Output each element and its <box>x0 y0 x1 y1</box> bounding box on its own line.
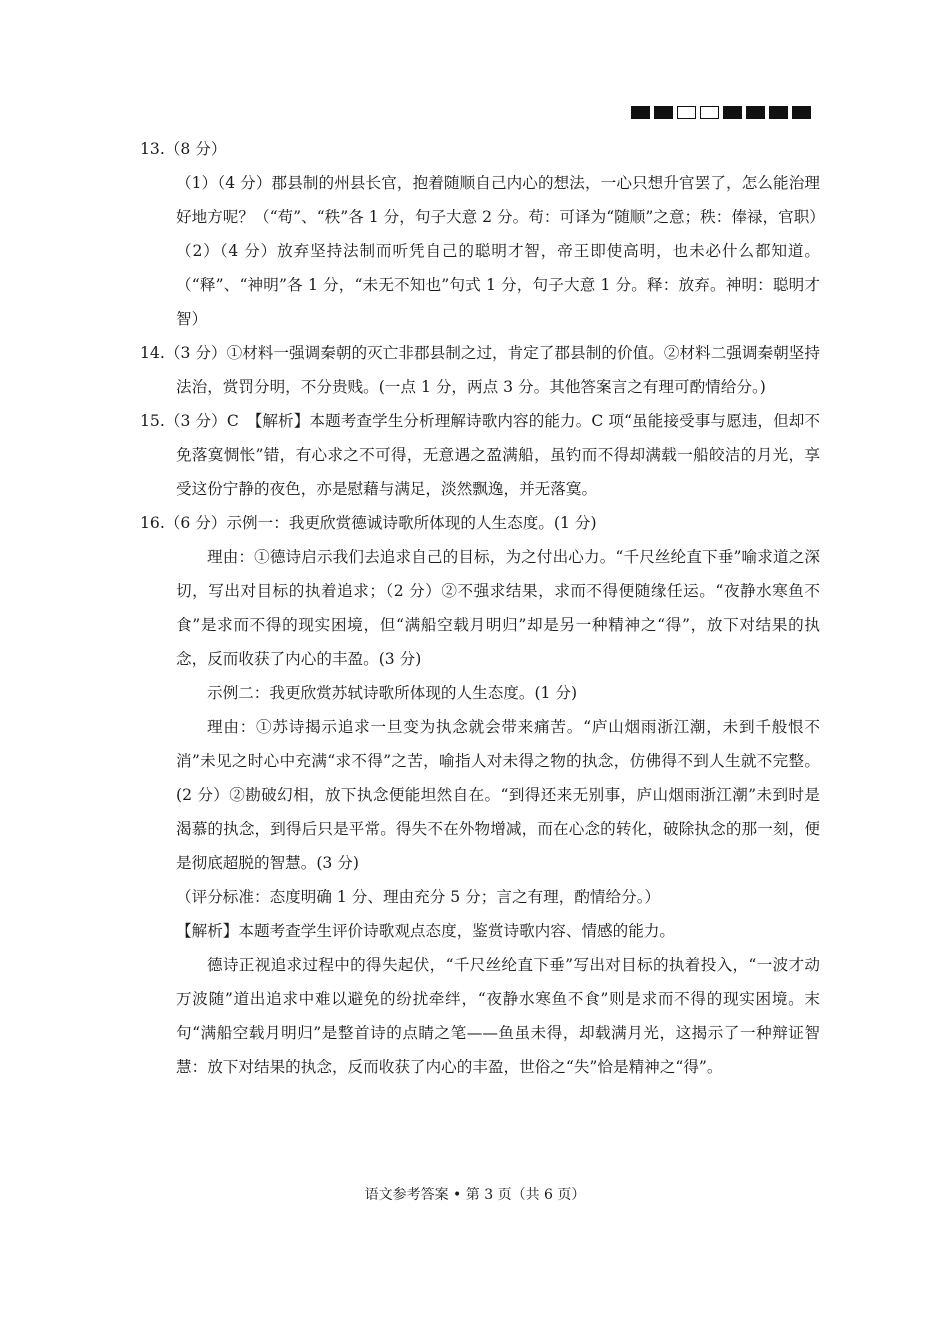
answer-paragraph: 13.（8 分） <box>140 140 227 158</box>
answer-paragraph: 理由：①苏诗揭示追求一旦变为执念就会带来痛苦。“庐山烟雨浙江潮，未到千般恨不消”未见之时心中充满“求不得”之苦，喻指人对未得之物的执念，仿佛得不到人生就不完整。(2 分）②勘破幻相，放下执念便能坦然自在。“到得还来无别事，庐山烟雨浙江潮”未到时是渴慕的执念，到得后只是平常。得失不在外物增减，而在心念的转化，破除执念的那一刻，便是彻底超脱的智慧。(3 分) <box>176 718 820 872</box>
answer-paragraph: 16.（6 分）示例一：我更欣赏德诚诗歌所体现的人生态度。(1 分) <box>140 514 597 532</box>
header-mark-square <box>769 106 788 119</box>
header-mark-square <box>631 106 650 119</box>
header-mark-square <box>723 106 742 119</box>
answer-paragraph: （1）（4 分）郡县制的州县长官，抱着随顺自己内心的想法，一心只想升官罢了，怎么能治理好地方呢？（“苟”、“秩”各 1 分，句子大意 2 分。苟：可译为“随顺”之意；秩：俸禄，官职） <box>176 174 825 226</box>
header-mark-square <box>746 106 765 119</box>
answer-paragraph: （评分标准：态度明确 1 分、理由充分 5 分；言之有理，酌情给分。） <box>176 888 661 906</box>
page-footer: 语文参考答案 • 第 3 页（共 6 页） <box>364 1187 586 1203</box>
answer-paragraph: 德诗正视追求过程中的得失起伏，“千尺丝纶直下垂”写出对目标的执着投入，“一波才动万波随”道出追求中难以避免的纷扰牵绊，“夜静水寒鱼不食”则是求而不得的现实困境。末句“满船空载月明归”是整首诗的点睛之笔——鱼虽未得，却载满月光，这揭示了一种辩证智慧：放下对结果的执念，反而收获了内心的丰盈，世俗之“失”恰是精神之“得”。 <box>176 956 820 1076</box>
header-mark-square <box>792 106 811 119</box>
answer-paragraph: 示例二：我更欣赏苏轼诗歌所体现的人生态度。(1 分) <box>207 684 578 702</box>
answer-paragraph: 【解析】本题考查学生评价诗歌观点态度，鉴赏诗歌内容、情感的能力。 <box>176 922 676 940</box>
header-mark-square <box>654 106 673 119</box>
header-mark-square <box>700 106 719 119</box>
answer-paragraph: 理由：①德诗启示我们去追求自己的目标，为之付出心力。“千尺丝纶直下垂”喻求道之深切，写出对目标的执着追求；（2 分）②不强求结果，求而不得便随缘任运。“夜静水寒鱼不食”是求而不得的现实困境，但“满船空载月明归”却是另一种精神之“得”，放下对结果的执念，反而收获了内心的丰盈。(3 分) <box>176 548 820 668</box>
answer-paragraph: 15.（3 分）C 【解析】本题考查学生分析理解诗歌内容的能力。C 项“虽能接受事与愿违，但却不免落寞惆怅”错，有心求之不可得，无意遇之盈满船，虽钓而不得却满载一船皎洁的月光，享受这份宁静的夜色，亦是慰藉与满足，淡然飘逸，并无落寞。 <box>140 412 820 498</box>
answer-paragraph: （2）（4 分）放弃坚持法制而听凭自己的聪明才智，帝王即使高明，也未必什么都知道。（“释”、“神明”各 1 分，“未无不知也”句式 1 分，句子大意 1 分。释：放弃。神明：聪明才智） <box>176 242 820 328</box>
header-marks <box>631 106 811 119</box>
answer-content <box>140 132 825 1084</box>
answer-paragraph: 14.（3 分）①材料一强调秦朝的灭亡非郡县制之过，肯定了郡县制的价值。②材料二强调秦朝坚持法治，赏罚分明，不分贵贱。(一点 1 分，两点 3 分。其他答案言之有理可酌情给分。) <box>140 344 820 396</box>
header-mark-square <box>677 106 696 119</box>
